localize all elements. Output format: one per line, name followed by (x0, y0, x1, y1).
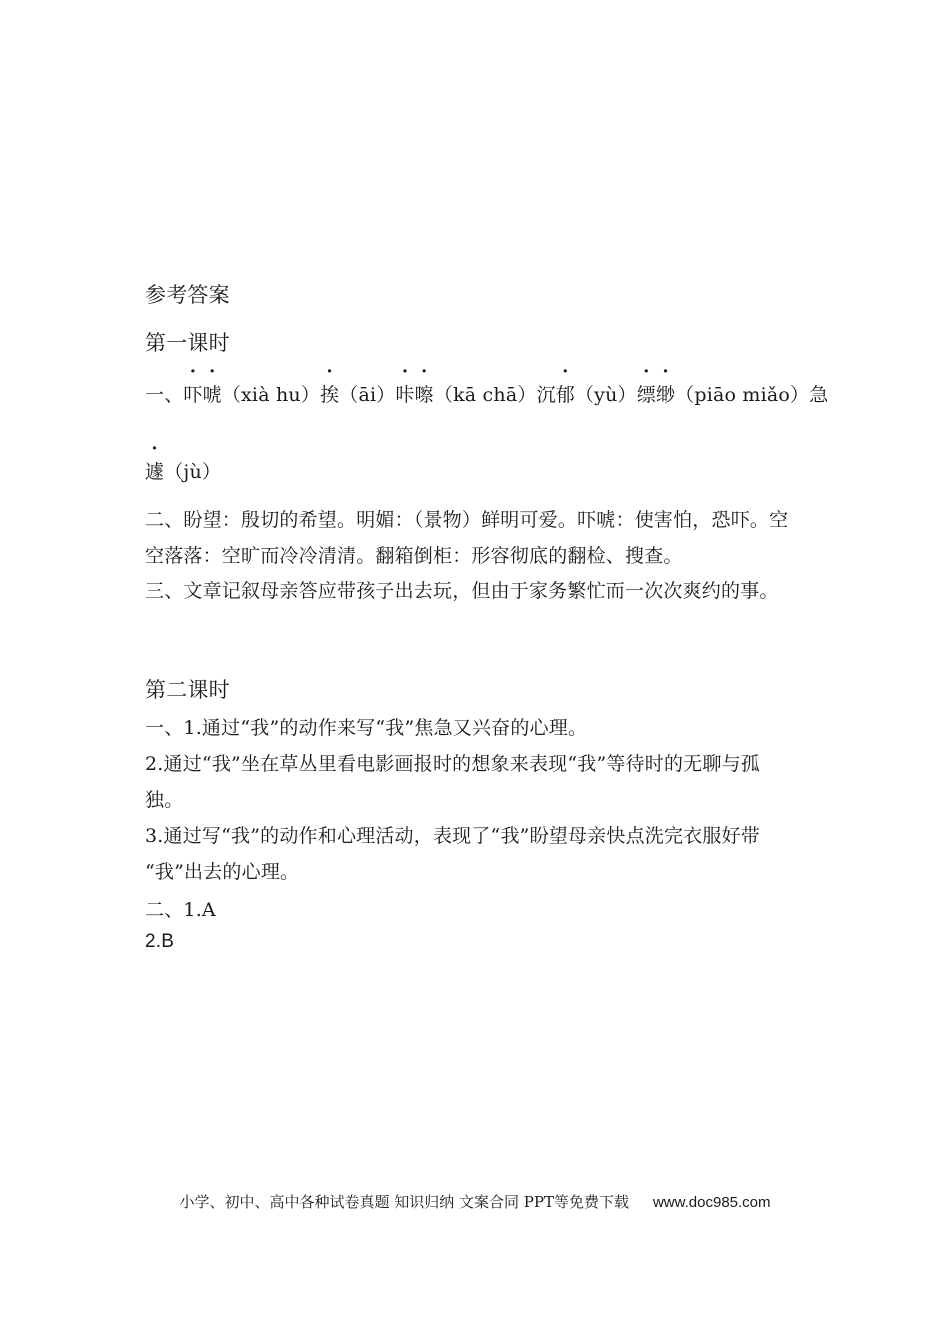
answer-2-1-2-line2: 独。 (145, 789, 184, 811)
answer-1-1 (145, 380, 828, 407)
dotted-char: 唬 (202, 384, 222, 406)
answer-1-3: 三、文章记叙母亲答应带孩子出去玩，但由于家务繁忙而一次次爽约的事。 (145, 580, 779, 602)
dotted-char: 挨 (320, 384, 340, 406)
answer-2-1-3-line1: 3.通过写“我”的动作和心理活动，表现了“我”盼望母亲快点洗完衣服好带 (145, 825, 760, 847)
dotted-char: 咔 (395, 384, 415, 406)
dotted-char: 郁 (555, 384, 575, 406)
answer-prefix: 一、 (145, 384, 184, 406)
pinyin: （yù） (574, 384, 637, 406)
answer-1-2-line2: 空落落：空旷而冷冷清清。翻箱倒柜：形容彻底的翻检、搜查。 (145, 545, 683, 567)
dotted-char: 遽 (145, 461, 165, 483)
plain-char: 沉 (536, 384, 556, 406)
dotted-char: 缈 (655, 384, 676, 406)
footer-url[interactable]: www.doc985.com (652, 1194, 771, 1211)
page-title: 参考答案 (145, 283, 230, 307)
pinyin: （jù） (164, 461, 222, 483)
footer (0, 1191, 950, 1212)
pinyin: （āi） (339, 384, 396, 406)
pinyin: （xià hu） (221, 384, 321, 406)
plain-char: 急 (809, 384, 829, 406)
section-heading-2: 第二课时 (145, 678, 230, 702)
dotted-char: 嚓 (414, 384, 434, 406)
section-heading-1: 第一课时 (145, 331, 230, 355)
pinyin: （kā chā） (433, 384, 537, 406)
answer-1-1-cont (145, 457, 221, 484)
answer-2-2-2: 2.B (145, 931, 175, 952)
answer-2-2-1: 二、1.A (145, 899, 216, 921)
dotted-char: 缥 (636, 384, 656, 406)
answer-2-1-1: 一、1.通过“我”的动作来写“我”焦急又兴奋的心理。 (145, 717, 588, 739)
answer-2-1-3-line2: “我”出去的心理。 (145, 861, 300, 883)
footer-text: 小学、初中、高中各种试卷真题 知识归纳 文案合同 PPT等免费下载 (179, 1193, 629, 1211)
answer-1-2-line1: 二、盼望：殷切的希望。明媚：（景物）鲜明可爱。吓唬：使害怕，恐吓。空 (145, 509, 789, 531)
pinyin: （piāo miǎo） (675, 384, 810, 406)
dotted-char: 吓 (183, 384, 203, 406)
answer-2-1-2-line1: 2.通过“我”坐在草丛里看电影画报时的想象来表现“我”等待时的无聊与孤 (145, 753, 760, 775)
